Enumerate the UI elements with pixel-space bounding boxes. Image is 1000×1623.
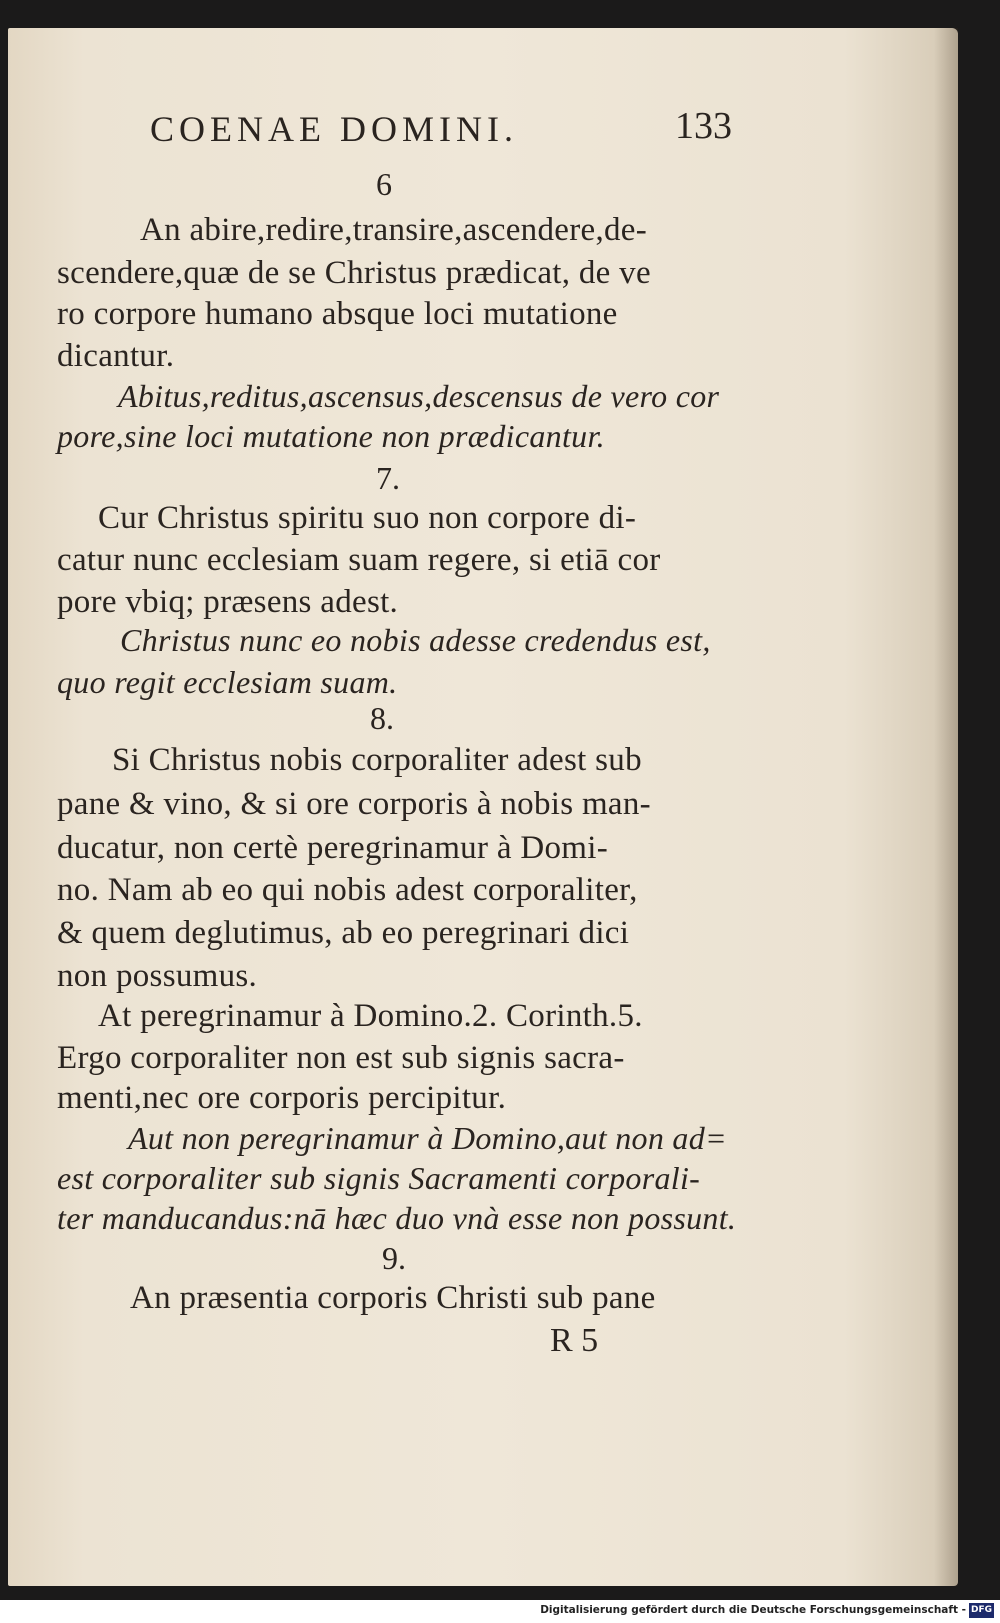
page-gutter-shadow xyxy=(934,28,958,1586)
question-line: ro corpore humano absque loci mutatione xyxy=(57,296,618,332)
question-line: no. Nam ab eo qui nobis adest corporaliter, xyxy=(57,872,638,908)
question-line: pore vbiq; præsens adest. xyxy=(57,584,399,620)
question-line: Cur Christus spiritu suo non corpore di- xyxy=(98,500,637,536)
question-line: non possumus. xyxy=(57,958,258,994)
answer-line: Aut non peregrinamur à Domino,aut non ad= xyxy=(128,1120,727,1156)
answer-line: est corporaliter sub signis Sacramenti corporali- xyxy=(57,1160,701,1196)
question-line: At peregrinamur à Domino.2. Corinth.5. xyxy=(98,998,643,1034)
section-number: 6 xyxy=(376,166,392,202)
question-line: menti,nec ore corporis percipitur. xyxy=(57,1080,507,1116)
question-line: An præsentia corporis Christi sub pane xyxy=(130,1280,656,1316)
question-line: pane & vino, & si ore corporis à nobis man- xyxy=(57,786,651,822)
section-number: 9. xyxy=(382,1240,406,1276)
page-number: 133 xyxy=(675,105,732,147)
question-line: catur nunc ecclesiam suam regere, si etiā cor xyxy=(57,542,661,578)
answer-line: pore,sine loci mutatione non prædicantur. xyxy=(57,418,605,454)
answer-line: ter manducandus:nā hæc duo vnà esse non possunt. xyxy=(57,1200,737,1236)
answer-line: quo regit ecclesiam suam. xyxy=(57,664,398,700)
question-line: An abire,redire,transire,ascendere,de- xyxy=(140,212,648,248)
question-line: Si Christus nobis corporaliter adest sub xyxy=(112,742,642,778)
question-line: & quem deglutimus, ab eo peregrinari dici xyxy=(57,915,630,951)
dfg-logo: DFG xyxy=(969,1603,994,1618)
signature-mark: R 5 xyxy=(550,1322,599,1359)
answer-line: Christus nunc eo nobis adesse credendus est, xyxy=(120,622,711,658)
section-number: 8. xyxy=(370,700,394,736)
running-title: COENAE DOMINI. xyxy=(150,109,518,149)
digitization-credit: Digitalisierung gefördert durch die Deutsche Forschungsgemeinschaft - xyxy=(540,1604,966,1616)
question-line: scendere,quæ de se Christus prædicat, de ve xyxy=(57,255,651,291)
question-line: dicantur. xyxy=(57,338,175,374)
section-number: 7. xyxy=(376,460,400,496)
question-line: ducatur, non certè peregrinamur à Domi- xyxy=(57,830,608,866)
answer-line: Abitus,reditus,ascensus,descensus de vero cor xyxy=(118,378,720,414)
question-line: Ergo corporaliter non est sub signis sacra- xyxy=(57,1040,625,1076)
